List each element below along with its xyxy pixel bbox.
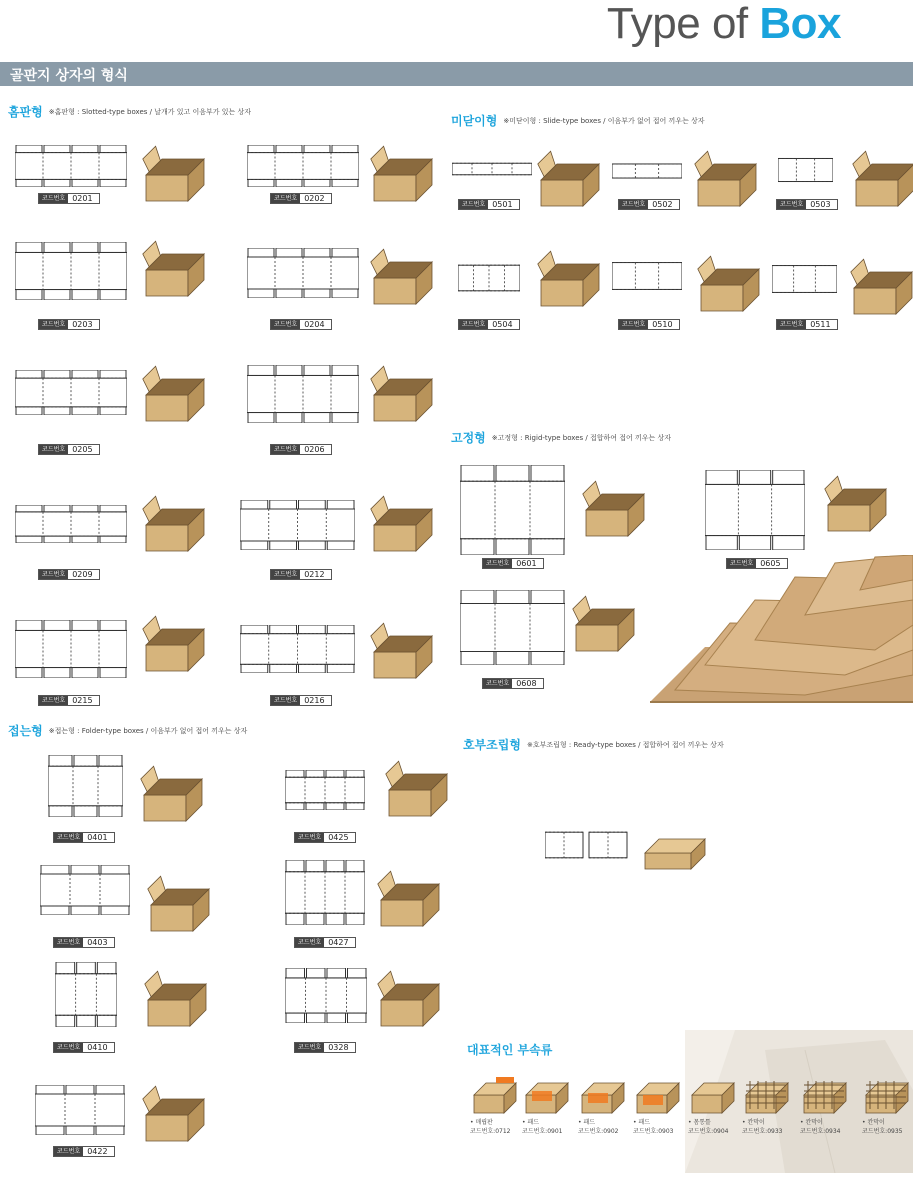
accessory-code: 코드번호:0903 — [633, 1128, 674, 1135]
box-net-0201 — [15, 145, 127, 187]
accessory-image-3 — [633, 1075, 683, 1115]
code-label: 코드번호 — [295, 1043, 324, 1052]
accessory-name: • 패드 — [578, 1119, 596, 1126]
code-label: 코드번호 — [483, 679, 512, 688]
box-net-0427 — [285, 860, 365, 925]
slotted-title: 홈판형 — [8, 105, 43, 119]
box-net-0425 — [285, 770, 365, 810]
code-label: 코드번호 — [271, 570, 300, 579]
ready-heading — [463, 734, 724, 753]
slotted-desc: ※홈판형 : Slotted-type boxes / 날개가 있고 이음부가 있는 상자 — [48, 108, 252, 116]
rigid-desc: ※고정형 : Rigid-type boxes / 접합하여 접어 끼우는 상자 — [491, 434, 672, 442]
accessory-code: 코드번호:0935 — [862, 1128, 903, 1135]
box-net-0212 — [240, 500, 355, 550]
box-net-0511 — [772, 258, 837, 300]
box-3d-0501 — [535, 150, 607, 208]
code-label: 코드번호 — [777, 200, 806, 209]
code-number: 0209 — [72, 570, 93, 579]
code-number: 0501 — [492, 200, 513, 209]
code-number: 0205 — [72, 445, 93, 454]
code-tag-0206 — [270, 444, 332, 455]
accessory-image-1 — [522, 1075, 572, 1115]
box-3d-0212 — [368, 495, 440, 553]
ready-title: 호부조립형 — [463, 738, 521, 752]
ready-type-diagram — [545, 825, 725, 875]
accessory-image-0 — [470, 1075, 520, 1115]
code-label: 코드번호 — [777, 320, 806, 329]
code-label: 코드번호 — [727, 559, 756, 568]
accessory-image-2 — [578, 1075, 628, 1115]
box-net-0216 — [240, 625, 355, 673]
code-tag-0212 — [270, 569, 332, 580]
box-net-0510 — [612, 255, 682, 297]
box-net-0403 — [40, 865, 130, 915]
title-light: Type of — [606, 0, 760, 48]
box-net-0205 — [15, 370, 127, 415]
box-3d-0425 — [383, 760, 455, 818]
code-label: 코드번호 — [54, 1043, 83, 1052]
rigid-title: 고정형 — [451, 431, 486, 445]
ready-desc: ※호부조립형 : Ready-type boxes / 접합하여 접어 끼우는 상자 — [526, 741, 724, 749]
box-3d-0605 — [822, 475, 894, 533]
code-number: 0206 — [304, 445, 325, 454]
box-3d-0503 — [850, 150, 913, 208]
code-number: 0212 — [304, 570, 325, 579]
code-label: 코드번호 — [271, 445, 300, 454]
accessory-image-7 — [862, 1075, 912, 1115]
accessory-name: • 칸막이 — [862, 1119, 885, 1126]
code-tag-0209 — [38, 569, 100, 580]
code-number: 0403 — [87, 938, 108, 947]
code-number: 0503 — [810, 200, 831, 209]
box-3d-0204 — [368, 248, 440, 306]
box-net-0204 — [247, 248, 359, 298]
accessory-label-6 — [800, 1118, 840, 1136]
box-3d-0203 — [140, 240, 212, 298]
title-bold: Box — [759, 0, 841, 48]
accessory-label-7 — [862, 1118, 902, 1136]
section-banner — [0, 62, 913, 86]
code-label: 코드번호 — [459, 320, 488, 329]
code-tag-0215 — [38, 695, 100, 706]
accessory-name: • 칸막이 — [800, 1119, 823, 1126]
code-number: 0510 — [652, 320, 673, 329]
banner-text: 골판지 상자의 형식 — [10, 68, 128, 84]
code-label: 코드번호 — [39, 570, 68, 579]
code-label: 코드번호 — [619, 320, 648, 329]
box-3d-0403 — [145, 875, 217, 933]
code-label: 코드번호 — [39, 320, 68, 329]
box-3d-0608 — [570, 595, 642, 653]
accessory-name: • 매립판 — [470, 1119, 493, 1126]
box-3d-0504 — [535, 250, 607, 308]
slide-title: 미닫이형 — [451, 114, 498, 128]
box-3d-0215 — [140, 615, 212, 673]
box-3d-0209 — [140, 495, 212, 553]
box-3d-0205 — [140, 365, 212, 423]
accessory-image-5 — [742, 1075, 792, 1115]
slide-heading — [451, 110, 705, 129]
code-number: 0605 — [760, 559, 781, 568]
accessory-label-2 — [578, 1118, 618, 1136]
accessory-name: • 칸막이 — [742, 1119, 765, 1126]
code-tag-0601 — [482, 558, 544, 569]
accessory-label-1 — [522, 1118, 562, 1136]
box-net-0328 — [285, 968, 367, 1023]
code-tag-0425 — [294, 832, 356, 843]
code-tag-0608 — [482, 678, 544, 689]
accessory-code: 코드번호:0901 — [522, 1128, 563, 1135]
box-net-0605 — [705, 470, 805, 550]
code-tag-0605 — [726, 558, 788, 569]
code-label: 코드번호 — [39, 696, 68, 705]
box-3d-0401 — [138, 765, 210, 823]
code-number: 0601 — [516, 559, 537, 568]
box-net-0215 — [15, 620, 127, 678]
box-3d-0422 — [140, 1085, 212, 1143]
code-number: 0216 — [304, 696, 325, 705]
box-net-0410 — [55, 962, 117, 1027]
code-number: 0201 — [72, 194, 93, 203]
code-number: 0202 — [304, 194, 325, 203]
box-net-0422 — [35, 1085, 125, 1135]
code-label: 코드번호 — [295, 938, 324, 947]
box-3d-0510 — [695, 255, 767, 313]
box-net-0608 — [460, 590, 565, 665]
code-label: 코드번호 — [54, 833, 83, 842]
accessory-name: • 몸통틀 — [688, 1119, 711, 1126]
box-3d-0410 — [142, 970, 214, 1028]
code-number: 0511 — [810, 320, 831, 329]
code-label: 코드번호 — [271, 320, 300, 329]
folder-title: 접는형 — [8, 724, 43, 738]
accessory-image-4 — [688, 1075, 738, 1115]
code-number: 0504 — [492, 320, 513, 329]
code-label: 코드번호 — [54, 1147, 83, 1156]
slide-desc: ※미닫이형 : Slide-type boxes / 이음부가 없어 접어 끼우는 상자 — [503, 117, 705, 125]
code-label: 코드번호 — [39, 194, 68, 203]
box-3d-0511 — [848, 258, 913, 316]
box-net-0601 — [460, 465, 565, 555]
code-tag-0203 — [38, 319, 100, 330]
code-number: 0422 — [87, 1147, 108, 1156]
rigid-heading — [451, 427, 671, 446]
page-title — [607, 0, 841, 50]
code-label: 코드번호 — [619, 200, 648, 209]
box-3d-0202 — [368, 145, 440, 203]
accessory-code: 코드번호:0934 — [800, 1128, 841, 1135]
code-tag-0202 — [270, 193, 332, 204]
code-label: 코드번호 — [39, 445, 68, 454]
box-3d-0206 — [368, 365, 440, 423]
code-number: 0203 — [72, 320, 93, 329]
box-3d-0201 — [140, 145, 212, 203]
box-3d-0502 — [692, 150, 764, 208]
box-3d-0601 — [580, 480, 652, 538]
accessory-label-3 — [633, 1118, 673, 1136]
code-number: 0427 — [328, 938, 349, 947]
accessory-name: • 패드 — [522, 1119, 540, 1126]
slotted-heading — [8, 101, 251, 120]
code-tag-0201 — [38, 193, 100, 204]
box-net-0401 — [48, 755, 123, 817]
code-tag-0410 — [53, 1042, 115, 1053]
box-3d-0216 — [368, 622, 440, 680]
box-net-0202 — [247, 145, 359, 187]
cardboard-stack-photo — [645, 555, 913, 705]
code-tag-0401 — [53, 832, 115, 843]
code-label: 코드번호 — [271, 194, 300, 203]
accessory-label-0 — [470, 1118, 510, 1136]
code-label: 코드번호 — [54, 938, 83, 947]
code-number: 0328 — [328, 1043, 349, 1052]
box-net-0209 — [15, 505, 127, 543]
code-number: 0502 — [652, 200, 673, 209]
code-number: 0401 — [87, 833, 108, 842]
code-tag-0511 — [776, 319, 838, 330]
box-net-0504 — [458, 258, 520, 298]
code-tag-0205 — [38, 444, 100, 455]
code-number: 0204 — [304, 320, 325, 329]
code-tag-0502 — [618, 199, 680, 210]
code-number: 0425 — [328, 833, 349, 842]
code-label: 코드번호 — [459, 200, 488, 209]
box-net-0502 — [612, 160, 682, 182]
code-tag-0503 — [776, 199, 838, 210]
code-tag-0510 — [618, 319, 680, 330]
accessory-image-6 — [800, 1075, 850, 1115]
accessory-code: 코드번호:0712 — [470, 1128, 511, 1135]
code-tag-0422 — [53, 1146, 115, 1157]
code-label: 코드번호 — [295, 833, 324, 842]
accessory-code: 코드번호:0902 — [578, 1128, 619, 1135]
box-net-0203 — [15, 242, 127, 300]
box-net-0206 — [247, 365, 359, 423]
folder-heading — [8, 720, 247, 739]
code-label: 코드번호 — [483, 559, 512, 568]
code-tag-0501 — [458, 199, 520, 210]
code-tag-0328 — [294, 1042, 356, 1053]
code-number: 0410 — [87, 1043, 108, 1052]
code-tag-0427 — [294, 937, 356, 948]
accessories-title: 대표적인 부속류 — [467, 1043, 553, 1057]
box-3d-0328 — [375, 970, 447, 1028]
code-tag-0204 — [270, 319, 332, 330]
code-number: 0608 — [516, 679, 537, 688]
code-tag-0403 — [53, 937, 115, 948]
box-3d-0427 — [375, 870, 447, 928]
code-number: 0215 — [72, 696, 93, 705]
box-net-0503 — [778, 152, 833, 188]
code-tag-0504 — [458, 319, 520, 330]
code-label: 코드번호 — [271, 696, 300, 705]
accessory-code: 코드번호:0933 — [742, 1128, 783, 1135]
box-net-0501 — [452, 160, 532, 178]
accessory-label-4 — [688, 1118, 728, 1136]
accessory-code: 코드번호:0904 — [688, 1128, 729, 1135]
accessory-label-5 — [742, 1118, 782, 1136]
code-tag-0216 — [270, 695, 332, 706]
folder-desc: ※접는형 : Folder-type boxes / 이음부가 없어 접어 끼우는 상자 — [48, 727, 248, 735]
accessory-name: • 패드 — [633, 1119, 651, 1126]
